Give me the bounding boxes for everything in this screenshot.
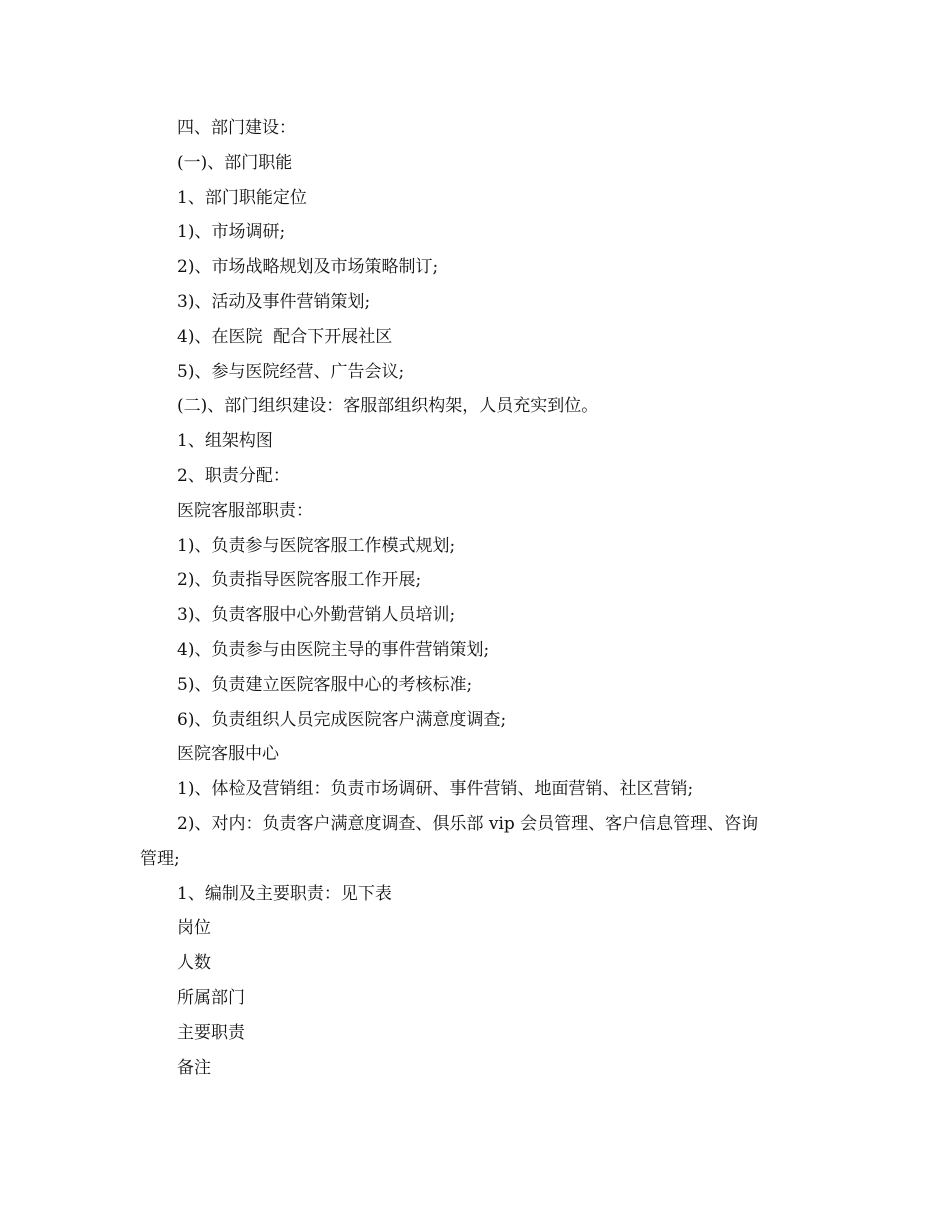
- list-item: 2)、负责指导医院客服工作开展;: [177, 570, 422, 591]
- table-header-cell: 岗位: [177, 918, 211, 939]
- table-header-cell: 所属部门: [177, 987, 245, 1008]
- list-item: 5)、负责建立医院客服中心的考核标准;: [177, 674, 473, 695]
- subsection-heading: (一)、部门职能: [177, 152, 293, 173]
- list-item-wrapped: 2)、对内：负责客户满意度调查、俱乐部 vip 会员管理、客户信息管理、咨询: [177, 813, 759, 834]
- section-heading: 四、部门建设：: [177, 118, 296, 138]
- list-item: 4)、负责参与由医院主导的事件营销策划;: [177, 639, 490, 660]
- table-header-cell: 主要职责: [177, 1022, 245, 1043]
- list-item: 1)、市场调研;: [177, 222, 286, 243]
- paragraph-line: 1、组架构图: [177, 431, 273, 452]
- list-item: 6)、负责组织人员完成医院客户满意度调查;: [177, 709, 507, 730]
- paragraph-line: 医院客服中心: [177, 744, 279, 765]
- document-body: [140, 116, 815, 1090]
- list-item: 1)、负责参与医院客服工作模式规划;: [177, 535, 456, 556]
- paragraph-line: 1、编制及主要职责：见下表: [177, 883, 392, 904]
- table-header-cell: 人数: [177, 953, 211, 974]
- list-item: 5)、参与医院经营、广告会议;: [177, 361, 405, 382]
- list-item: 3)、活动及事件营销策划;: [177, 291, 371, 312]
- list-item: 1)、体检及营销组：负责市场调研、事件营销、地面营销、社区营销;: [177, 779, 694, 800]
- paragraph-line: 2、职责分配：: [177, 465, 290, 486]
- list-item-continuation: 管理;: [140, 848, 180, 869]
- subsection-heading: (二)、部门组织建设：客服部组织构架，人员充实到位。: [177, 396, 599, 417]
- paragraph-line: 1、部门职能定位: [177, 187, 307, 208]
- list-item: 4)、在医院 配合下开展社区: [177, 326, 393, 347]
- table-header-cell: 备注: [177, 1057, 211, 1078]
- paragraph-line: 医院客服部职责：: [177, 500, 313, 521]
- list-item: 2)、市场战略规划及市场策略制订;: [177, 257, 439, 278]
- list-item: 3)、负责客服中心外勤营销人员培训;: [177, 605, 456, 626]
